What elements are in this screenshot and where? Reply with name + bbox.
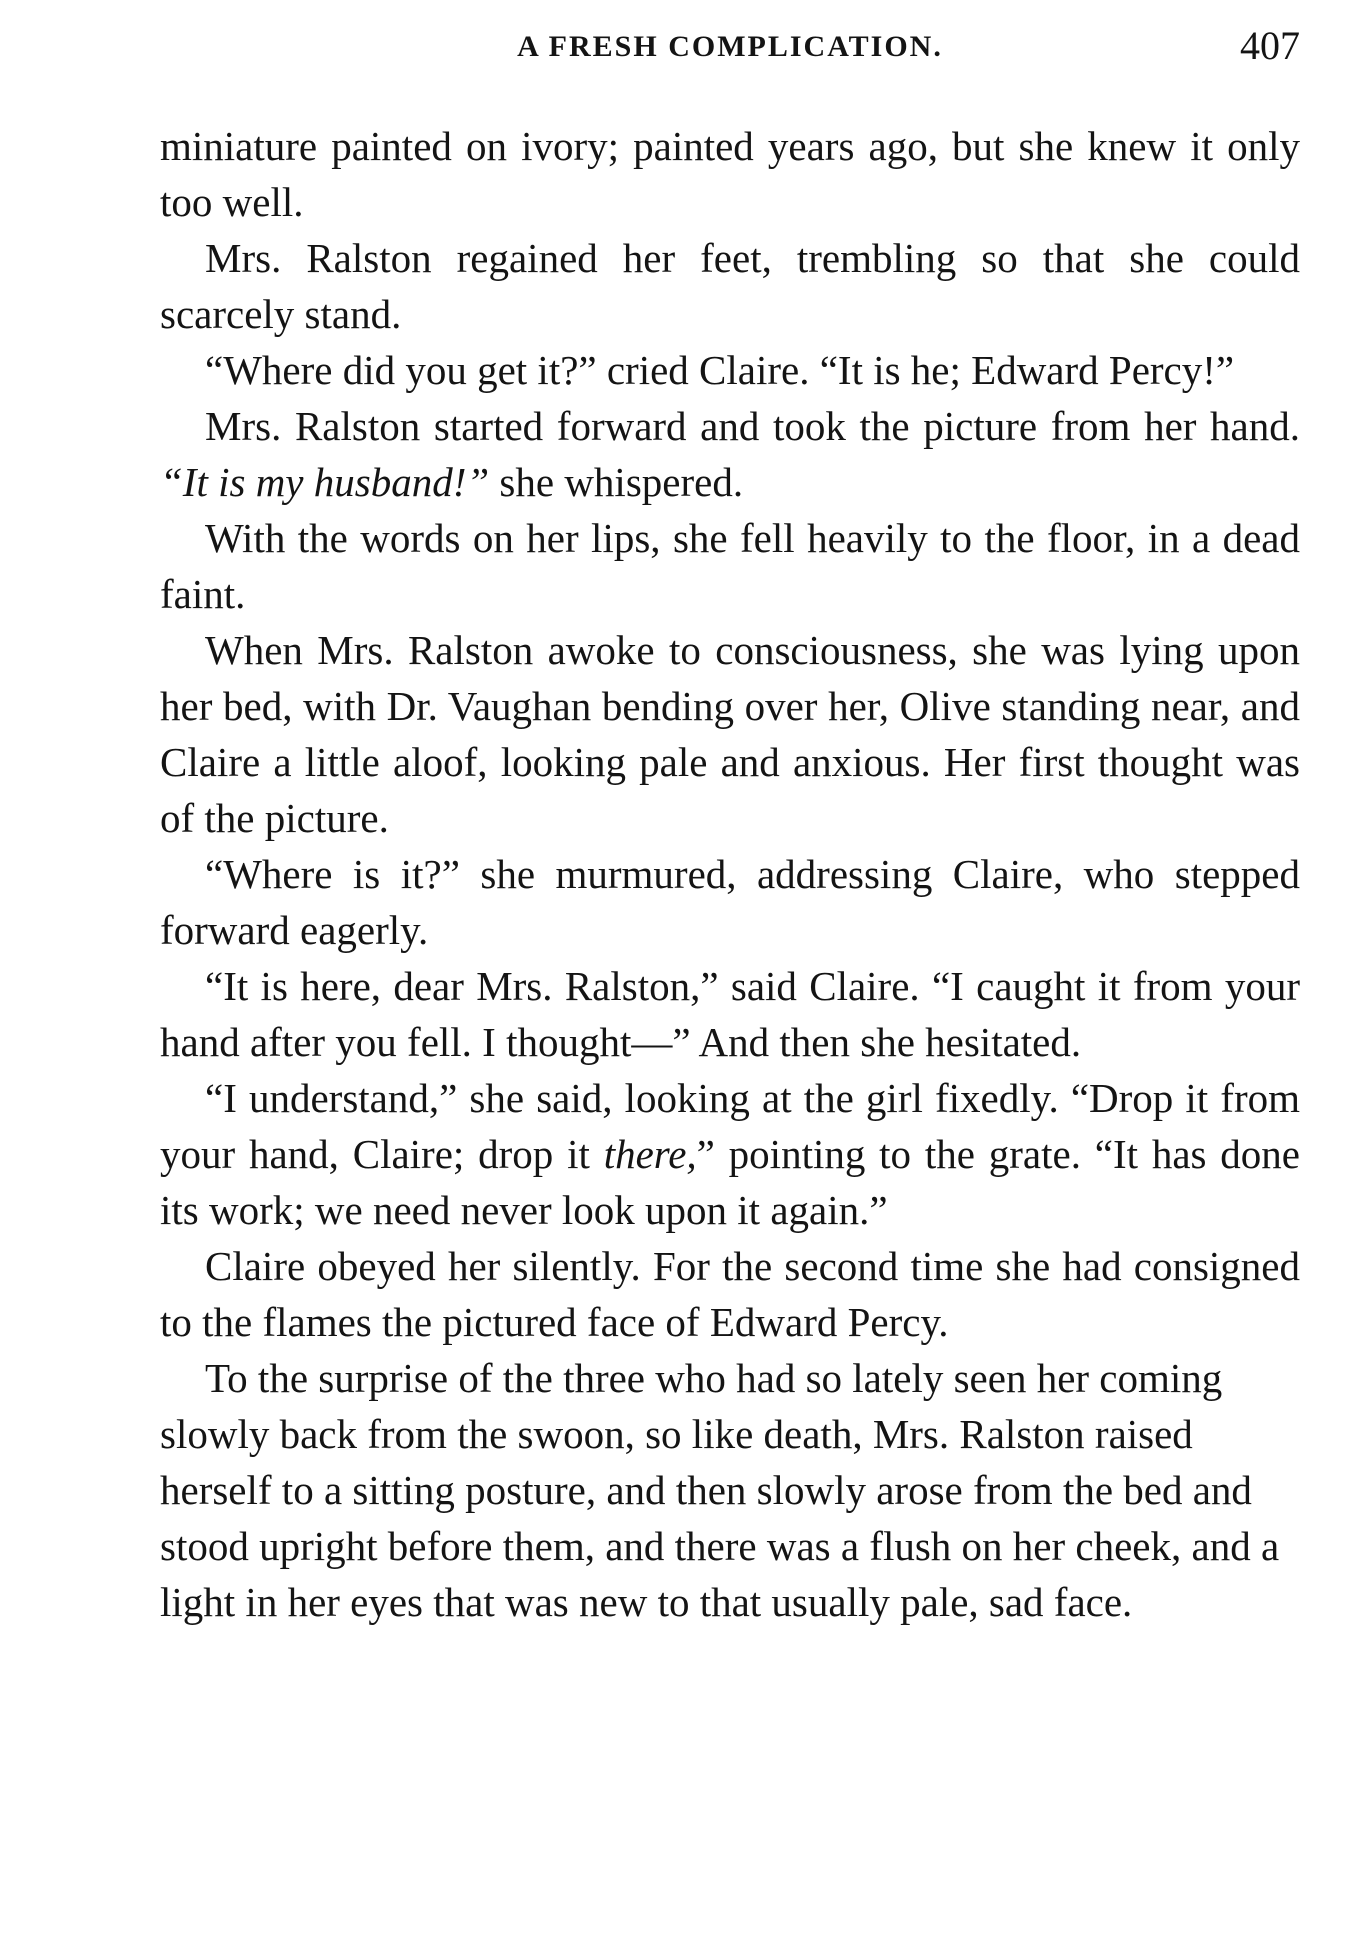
paragraph: “Where is it?” she murmured, addressing Claire, who stepped forward eagerly. <box>160 851 1300 953</box>
paragraph: Mrs. Ralston regained her feet, trembling so that she could scarcely stand. <box>160 235 1300 337</box>
running-title: A FRESH COMPLICATION. <box>517 30 943 63</box>
paragraph: Claire obeyed her silently. For the second time she had consigned to the flames the pictured face of Edward Percy. <box>160 1243 1300 1345</box>
paragraph-text: “I understand,” she said, looking at the girl fixedly. “Drop it from your hand, Claire; drop it <box>160 1075 1300 1177</box>
paragraph: “Where did you get it?” cried Claire. “It is he; Edward Percy!” <box>205 347 1235 393</box>
paragraph-text: she whispered. <box>489 459 744 505</box>
paragraph: When Mrs. Ralston awoke to consciousness, she was lying upon her bed, with Dr. Vaughan bending over her, Olive standing near, and Claire a little aloof, looking pale and anxious. Her first thought was of the picture. <box>160 627 1300 841</box>
body-text <box>160 118 1300 1630</box>
paragraph-continuation: miniature painted on ivory; painted years ago, but she knew it only too well. <box>160 123 1300 225</box>
paragraph-text: Mrs. Ralston started forward and took the picture from her hand. <box>205 403 1300 449</box>
paragraph: To the surprise of the three who had so lately seen her coming slowly back from the swoon, so like death, Mrs. Ralston raised herself to a sitting posture, and then slowly arose from the bed and stood upright before them, and there was a flush on her cheek, and a light in her eyes that was new to that usually pale, sad face. <box>160 1355 1280 1625</box>
paragraph-text: ” pointing to the grate. “It has done its work; we need never look upon it again.” <box>160 1131 1301 1233</box>
paragraph: “It is here, dear Mrs. Ralston,” said Claire. “I caught it from your hand after you fell. I thought—” And then she hesitated. <box>160 963 1300 1065</box>
italic-word: there, <box>603 1131 697 1177</box>
running-head <box>160 22 1300 82</box>
italic-quote: “It is my husband!” <box>160 459 490 505</box>
paragraph <box>160 1070 1300 1238</box>
paragraph: With the words on her lips, she fell heavily to the floor, in a dead faint. <box>160 515 1300 617</box>
paragraph <box>160 398 1300 510</box>
page-number: 407 <box>1240 23 1300 68</box>
